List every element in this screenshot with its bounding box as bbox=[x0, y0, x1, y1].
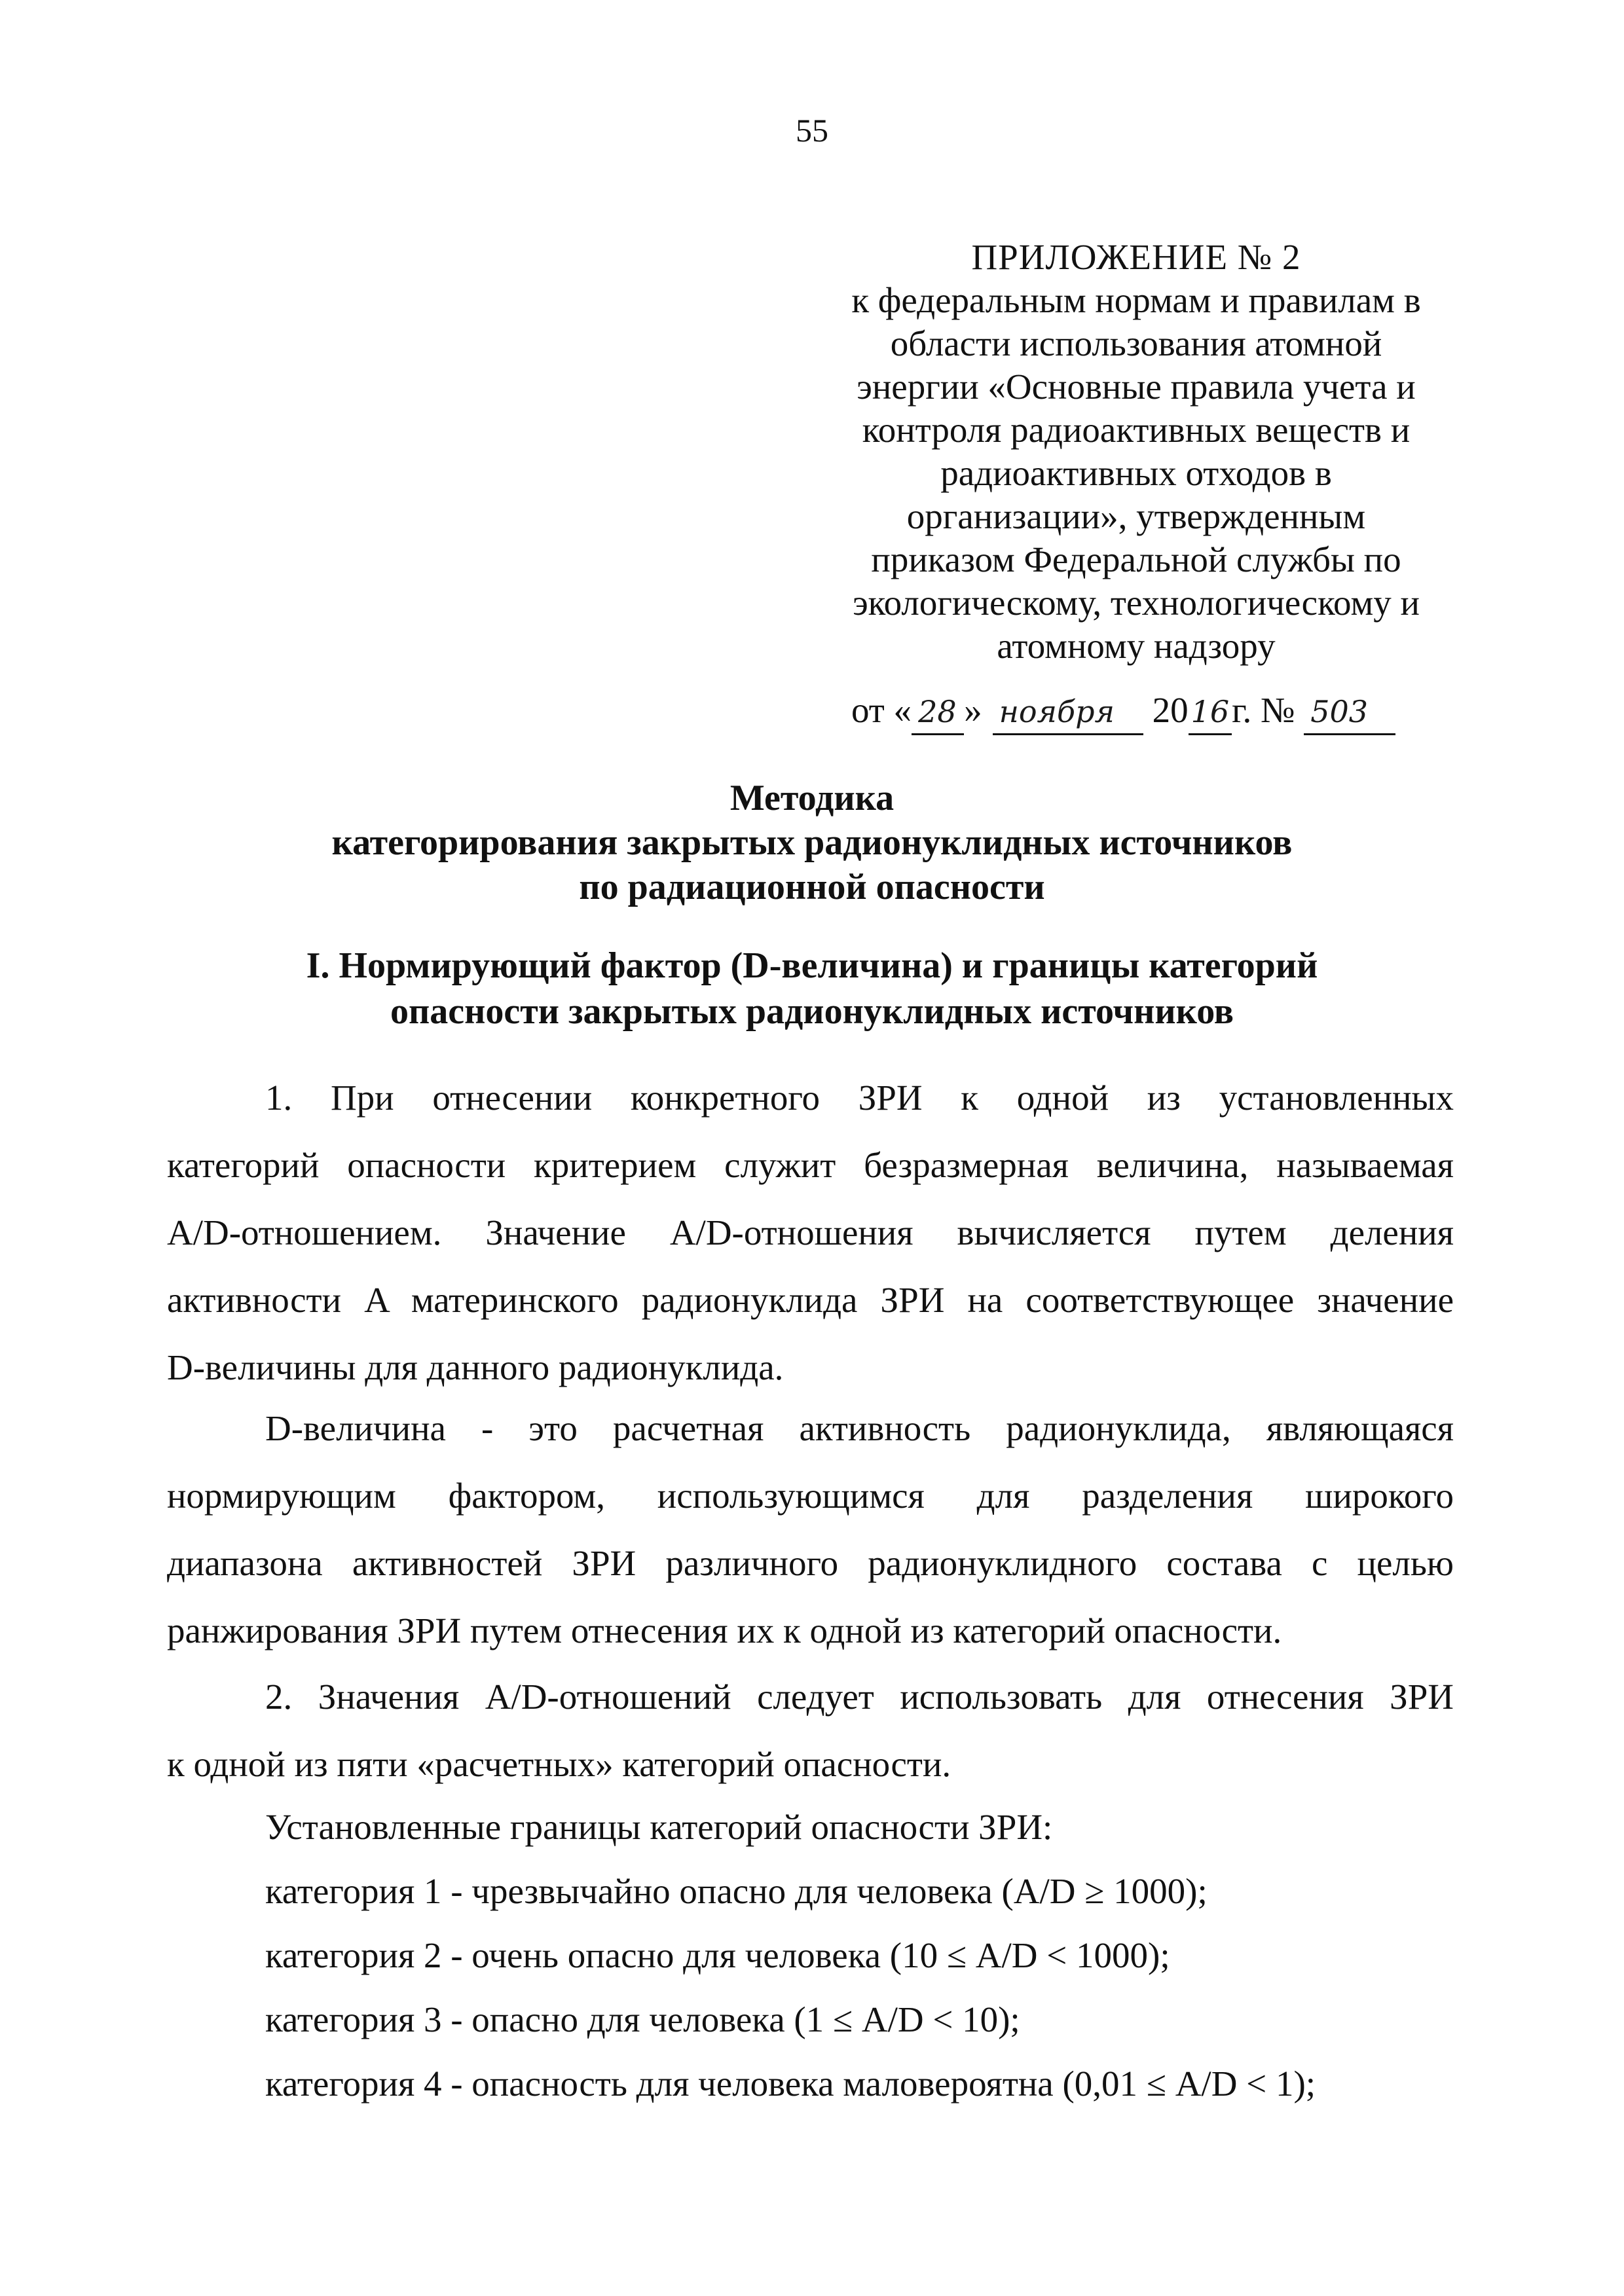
handwritten-order-number: 503 bbox=[1304, 690, 1395, 735]
paragraph-line: к одной из пяти «расчетных» категорий опасности. bbox=[167, 1744, 951, 1784]
appendix-title: ПРИЛОЖЕНИЕ № 2 bbox=[971, 237, 1301, 277]
handwritten-year: 16 bbox=[1189, 690, 1232, 735]
appendix-line: контроля радиоактивных веществ и bbox=[862, 410, 1411, 450]
title-line: категорирования закрытых радионуклидных источников bbox=[331, 822, 1293, 863]
category-item: категория 4 - опасность для человека маловероятна (0,01 ≤ A/D < 1); bbox=[265, 2064, 1316, 2104]
paragraph-line: ранжирования ЗРИ путем отнесения их к одной из категорий опасности. bbox=[167, 1611, 1282, 1650]
appendix-line: энергии «Основные правила учета и bbox=[857, 367, 1416, 407]
paragraph-line: нормирующим фактором, использующимся для разделения широкого bbox=[167, 1476, 1454, 1516]
appendix-line: области использования атомной bbox=[890, 323, 1382, 363]
appendix-line: организации», утвержденным bbox=[906, 496, 1366, 536]
appendix-header bbox=[812, 236, 1460, 668]
document-title bbox=[131, 776, 1493, 909]
paragraph-line: 1. При отнесении конкретного ЗРИ к одной из установленных bbox=[265, 1078, 1454, 1118]
approval-prefix: от « bbox=[851, 690, 912, 730]
approval-mid: » bbox=[964, 690, 982, 730]
category-item: категория 1 - чрезвычайно опасно для человека (A/D ≥ 1000); bbox=[265, 1871, 1208, 1911]
appendix-line: радиоактивных отходов в bbox=[940, 453, 1332, 493]
paragraph-2 bbox=[167, 1394, 1454, 1664]
category-list-intro: Установленные границы категорий опасности ЗРИ: bbox=[265, 1807, 1053, 1847]
appendix-line: атомному надзору bbox=[997, 626, 1276, 666]
paragraph-line: категорий опасности критерием служит безразмерная величина, называемая bbox=[167, 1145, 1454, 1185]
category-list bbox=[265, 1795, 1444, 2116]
appendix-line: приказом Федеральной службы по bbox=[871, 539, 1401, 579]
handwritten-day: 28 bbox=[912, 690, 964, 735]
paragraph-3 bbox=[167, 1663, 1454, 1798]
section-heading bbox=[131, 943, 1493, 1034]
approval-date-line bbox=[851, 689, 1467, 735]
paragraph-line: активности A материнского радионуклида ЗРИ на соответствующее значение bbox=[167, 1280, 1454, 1320]
handwritten-month: ноября bbox=[993, 690, 1143, 735]
section-heading-line: опасности закрытых радионуклидных источников bbox=[390, 991, 1234, 1032]
paragraph-line: D-величины для данного радионуклида. bbox=[167, 1347, 784, 1387]
paragraph-1 bbox=[167, 1064, 1454, 1401]
title-line: по радиационной опасности bbox=[579, 867, 1045, 907]
paragraph-line: 2. Значения A/D-отношений следует использовать для отнесения ЗРИ bbox=[265, 1677, 1454, 1717]
appendix-line: к федеральным нормам и правилам в bbox=[851, 280, 1421, 320]
category-item: категория 3 - опасно для человека (1 ≤ A/D < 10); bbox=[265, 1999, 1020, 2039]
paragraph-line: D-величина - это расчетная активность радионуклида, являющаяся bbox=[265, 1408, 1454, 1448]
paragraph-line: диапазона активностей ЗРИ различного радионуклидного состава с целью bbox=[167, 1543, 1454, 1583]
approval-year-prefix: 20 bbox=[1152, 690, 1189, 730]
approval-number-prefix: г. № bbox=[1232, 690, 1295, 730]
page-number: 55 bbox=[796, 112, 828, 149]
section-heading-line: I. Нормирующий фактор (D-величина) и границы категорий bbox=[306, 945, 1318, 986]
title-line: Методика bbox=[729, 778, 895, 818]
category-item: категория 2 - очень опасно для человека (10 ≤ A/D < 1000); bbox=[265, 1935, 1170, 1975]
appendix-line: экологическому, технологическому и bbox=[853, 583, 1420, 623]
paragraph-line: A/D-отношением. Значение A/D-отношения вычисляется путем деления bbox=[167, 1212, 1454, 1252]
